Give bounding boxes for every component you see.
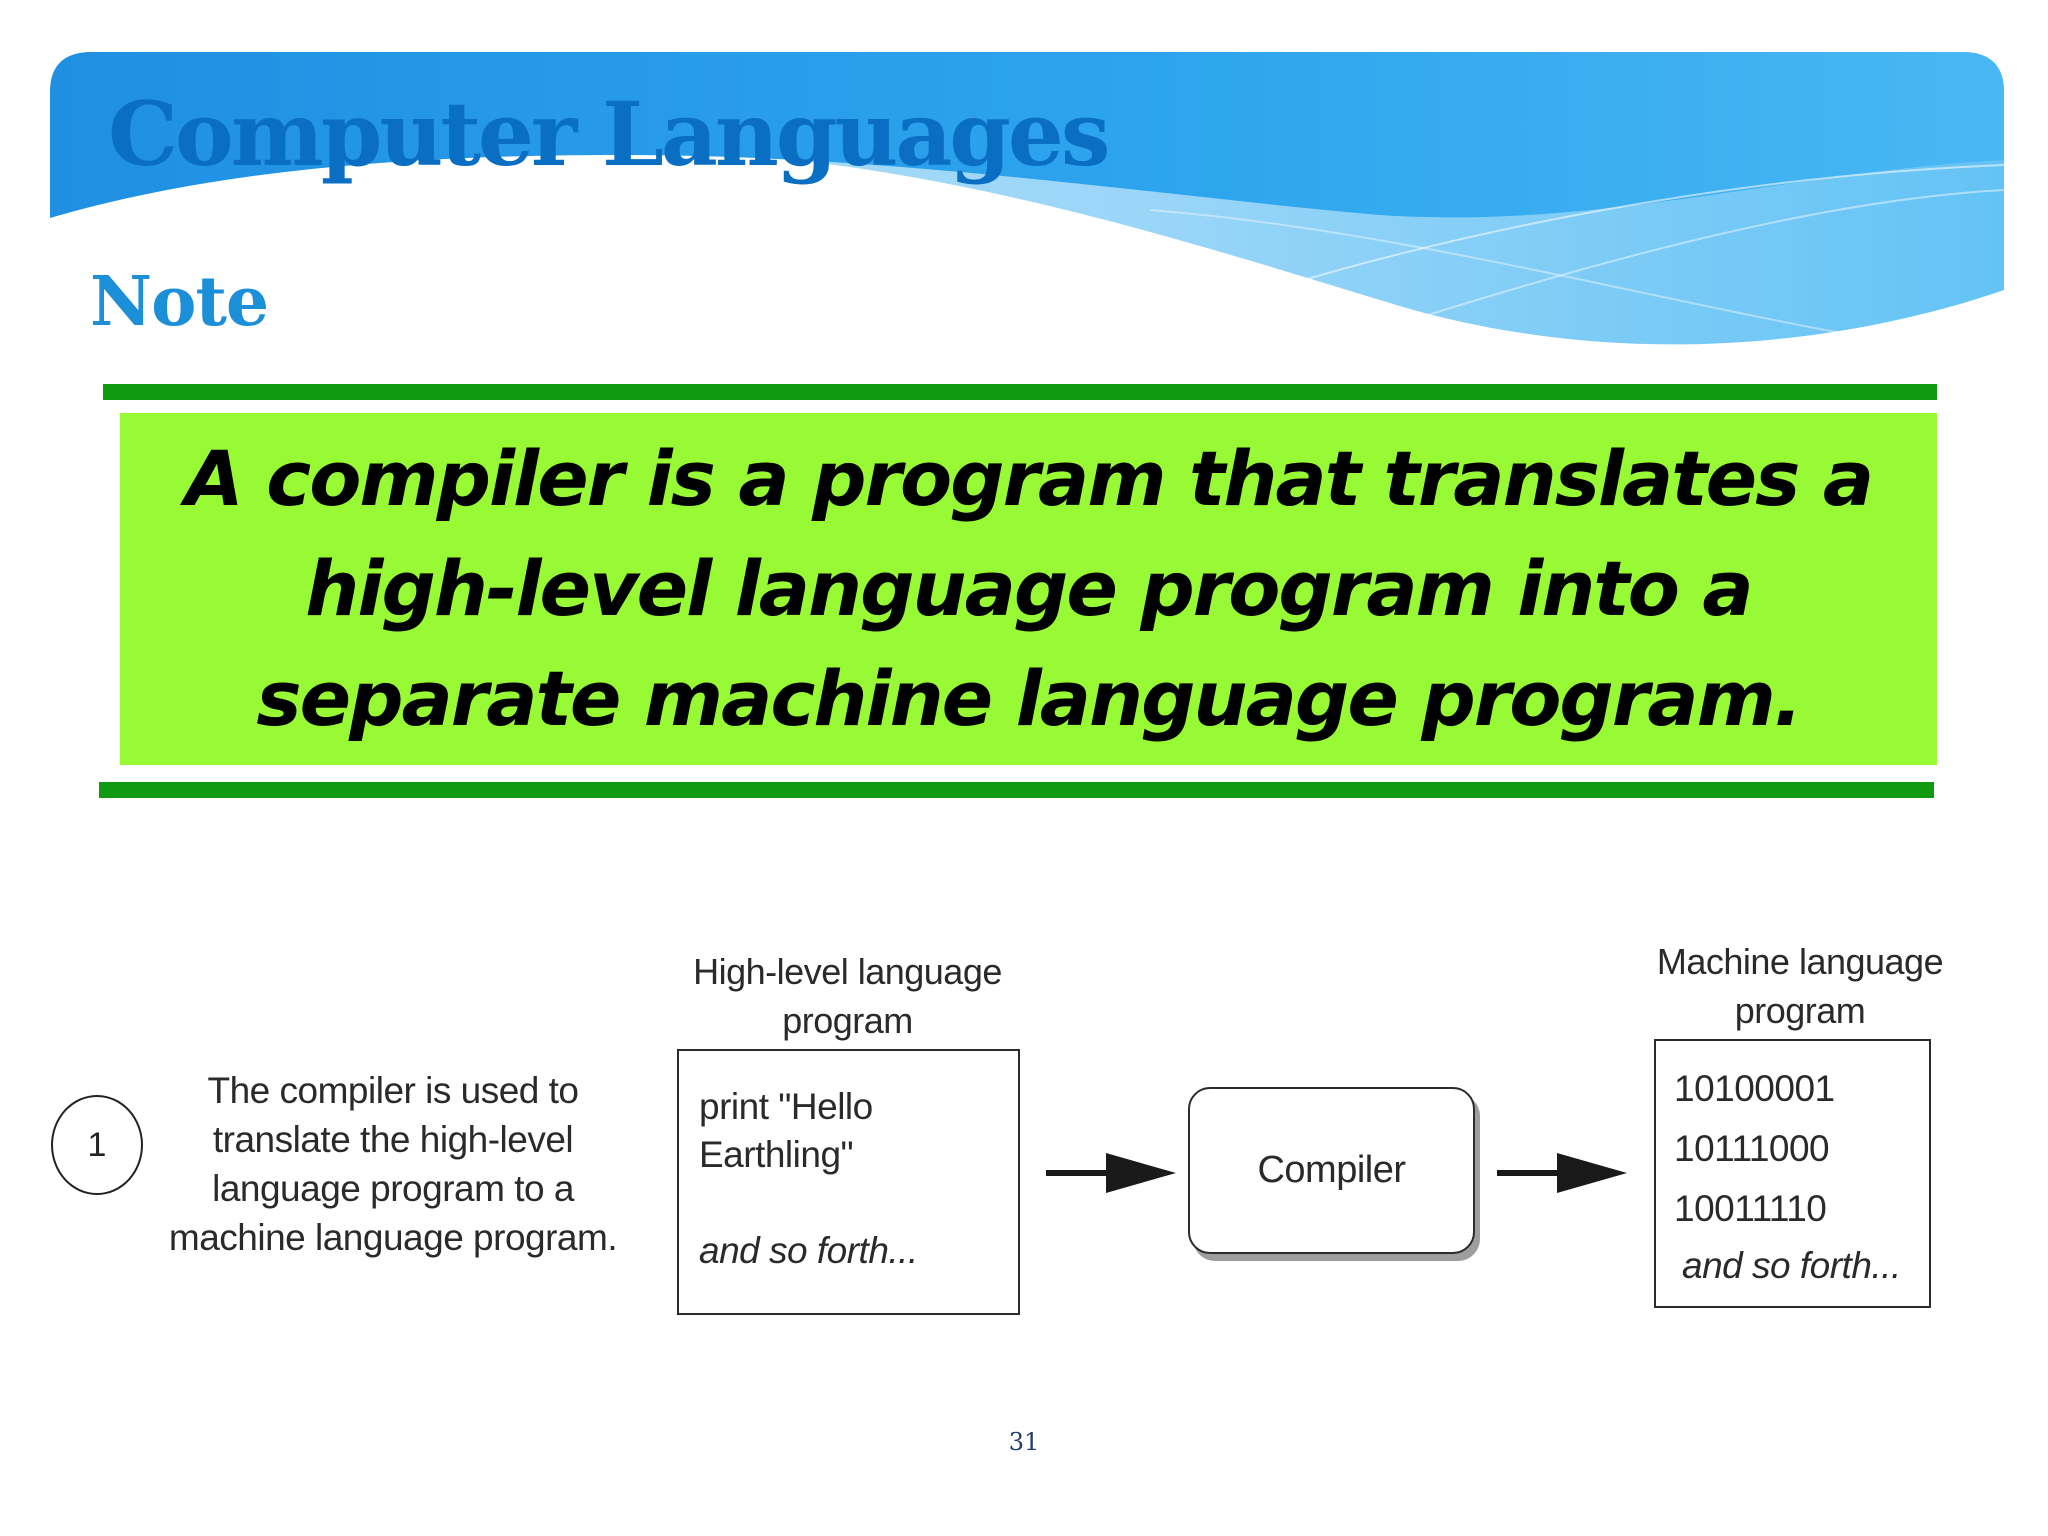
page-number: 31 <box>1008 1428 1040 1456</box>
note-box <box>120 413 1937 765</box>
header-wave-background <box>0 0 2048 400</box>
high-level-program-box <box>677 1049 1020 1315</box>
arrow-right-icon <box>1046 1150 1176 1196</box>
slide-title: Computer Languages <box>108 82 1108 186</box>
high-level-code-line: print "Hello <box>699 1086 873 1127</box>
step-number-badge: 1 <box>51 1095 143 1195</box>
compiler-box: Compiler <box>1188 1087 1475 1254</box>
high-level-and-so-forth: and so forth... <box>699 1230 918 1271</box>
high-level-program-caption: High-level language program <box>693 951 1002 1041</box>
machine-program-caption: Machine language program <box>1656 941 1944 1031</box>
machine-code-line: 10111000 <box>1674 1128 1830 1169</box>
machine-code-line: 10100001 <box>1674 1068 1835 1109</box>
high-level-code-line: Earthling" <box>699 1134 854 1175</box>
step-description: The compiler is used to translate the high-level language program to a machine language program. <box>168 1070 618 1258</box>
section-heading: Note <box>90 262 269 342</box>
note-text: A compiler is a program that translates a high-level language program into a separate machine language program. <box>184 434 1873 743</box>
note-top-rule <box>103 384 1937 400</box>
machine-program-box <box>1654 1039 1931 1308</box>
machine-and-so-forth: and so forth... <box>1682 1245 1901 1286</box>
machine-code-line: 10011110 <box>1674 1188 1827 1229</box>
arrow-right-icon <box>1497 1150 1627 1196</box>
note-bottom-rule <box>99 782 1934 798</box>
